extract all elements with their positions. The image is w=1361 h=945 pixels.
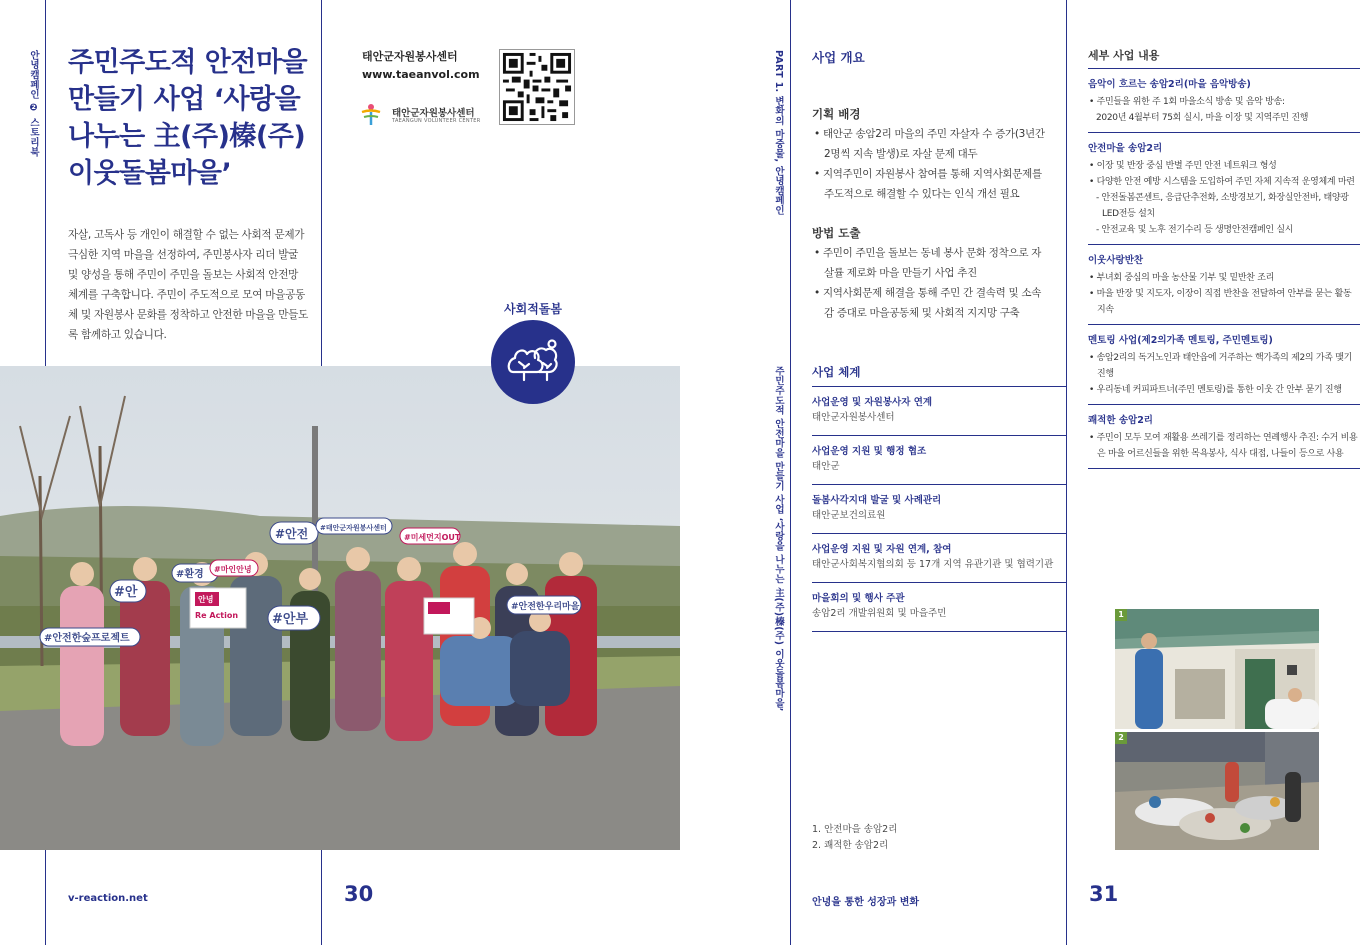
- sign-text-5: #마인안녕: [214, 565, 252, 574]
- detail-item: - 안전교육 및 노후 전기수리 등 생명안전캠페인 실시: [1096, 225, 1294, 235]
- sign-text-1: #안전: [275, 527, 309, 541]
- photo-badge-2: 2: [1115, 732, 1127, 744]
- method-title: 방법 도출: [812, 226, 861, 240]
- background-item: • 태안군 송암2리 마을의 주민 자살자 수 증가(3년간 2명씩 지속 발생)로 자살 문제 대두: [814, 128, 1045, 160]
- sign-text-7: #안전한숲프로젝트: [44, 633, 130, 644]
- sign-text-4: #환경: [176, 569, 204, 580]
- group-photo-image: [0, 366, 680, 850]
- photo-thumb-2: [1115, 732, 1319, 850]
- detail-item: • 주민이 모두 모여 재활용 쓰레기를 정리하는 연례행사 추진: 수거 비용은 마을 어르신들을 위한 목욕봉사, 식사 대접, 나들이 등으로 사용: [1089, 433, 1358, 459]
- overview-title: 사업 개요: [812, 50, 865, 65]
- column-rule: [1066, 0, 1067, 945]
- detail-block: 쾌적한 송암2리 • 주민이 모두 모여 재활용 쓰레기를 정리하는 연례행사 추진: 수거 비용은 마을 어르신들을 위한 목욕봉사, 식사 대접, 나들이 등으로 사용: [1088, 404, 1360, 469]
- detail-item: • 주민들을 위한 주 1회 마을소식 방송 및 음악 방송:: [1089, 97, 1285, 107]
- sign-text-8: #안부: [272, 612, 309, 627]
- photo-badge-1: 1: [1115, 609, 1127, 621]
- org-name: 태안군자원봉사센터: [362, 50, 458, 63]
- detail-item: • 부녀회 중심의 마을 농산물 기부 및 밑반찬 조리: [1089, 273, 1274, 283]
- system-item: 사업운영 및 자원봉사자 연계 태안군자원봉사센터: [812, 386, 1066, 435]
- detail-block: 안전마을 송암2리 • 이장 및 반장 중심 반별 주민 안전 네트워크 형성 • 다양한 안전 예방 시스템을 도입하여 주민 자체 지속적 운영체계 마련 - 안전돌봄콘센트, 응급단추전화, 소방경보기, 화장실안전바, 태양광LED전등 설치 - 안전교육 및 노후 전기수리 등 생명안전캠페인 실시: [1088, 132, 1360, 244]
- footer-section-title: 안녕을 통한 성장과 변화: [812, 897, 920, 908]
- sign-text-2: #태안군자원봉사센터: [320, 524, 387, 532]
- photo-thumb-1: [1115, 609, 1319, 729]
- org-logo: [360, 103, 490, 129]
- system-title: 사업 체계: [812, 365, 861, 379]
- volunteer-logo-icon: [360, 103, 382, 127]
- photo-caption-1: 1. 안전마을 송암2리: [812, 824, 898, 835]
- footer-url[interactable]: v-reaction.net: [68, 893, 148, 904]
- background-list: [812, 124, 1048, 204]
- sign-text-10: 안녕: [198, 595, 214, 604]
- system-item: 사업운영 지원 및 행정 협조 태안군: [812, 435, 1066, 484]
- detail-item: • 다양한 안전 예방 시스템을 도입하여 주민 자체 지속적 운영체계 마련: [1089, 177, 1355, 187]
- photo-caption-2: 2. 쾌적한 송암2리: [812, 840, 889, 851]
- photo-thumb-1-image: [1115, 609, 1319, 729]
- left-margin-rule-bottom: [45, 850, 46, 945]
- photo-thumb-2-image: [1115, 732, 1319, 850]
- page-number-right: 31: [1089, 882, 1119, 906]
- detail-item: 2020년 4월부터 75회 실시, 마을 이장 및 지역주민 진행: [1096, 113, 1309, 123]
- detail-item: • 마을 반장 및 지도자, 이장이 직접 반찬을 전달하여 안부를 묻는 활동 지속: [1089, 289, 1352, 315]
- qr-code-icon: [500, 50, 574, 124]
- tree-cloud-icon: [491, 320, 575, 404]
- center-rule: [321, 0, 322, 366]
- spine-title-label: 주민주도적 안전마을 만들기 사업 ‘사랑을 나누는 主(주)榛(주) 이웃돌봄마을’: [773, 366, 784, 712]
- detail-block: 음악이 흐르는 송암2리(마을 음악방송) • 주민들을 위한 주 1회 마을소식 방송 및 음악 방송: 2020년 4월부터 75회 실시, 마을 이장 및 지역주민 진행: [1088, 68, 1360, 132]
- logo-subtext: TAEANGUN VOLUNTEER CENTER: [392, 118, 481, 124]
- detail-item: • 송암2리의 독거노인과 태안읍에 거주하는 핵가족의 제2의 가족 맺기 진행: [1089, 353, 1352, 379]
- group-photo: [0, 366, 680, 850]
- category-label: 사회적돌봄: [504, 302, 562, 316]
- detail-block: 이웃사랑반찬 • 부녀회 중심의 마을 농산물 기부 및 밑반찬 조리 • 마을 반장 및 지도자, 이장이 직접 반찬을 전달하여 안부를 묻는 활동 지속: [1088, 244, 1360, 324]
- background-item: • 지역주민이 자원봉사 참여를 통해 지역사회문제를 주도적으로 해결할 수 있다는 인식 개선 필요: [814, 168, 1042, 200]
- sign-text-9: #안전한우리마을: [511, 602, 580, 612]
- side-label: 안녕캠페인 ❷ 스토리북: [28, 50, 39, 157]
- left-margin-rule: [45, 0, 46, 366]
- sign-text-11: Re Action: [195, 611, 239, 620]
- system-item: 돌봄사각지대 발굴 및 사례관리 태안군보건의료원: [812, 484, 1066, 533]
- detail-item: • 이장 및 반장 중심 반별 주민 안전 네트워크 형성: [1089, 161, 1277, 171]
- page-title: 주민주도적 안전마을 만들기 사업 ‘사랑을 나누는 主(주)榛(주) 이웃돌봄마을’: [68, 47, 308, 189]
- system-item: 사업운영 지원 및 자원 연계, 참여 태안군사회복지협의회 등 17개 지역 유관기관 및 협력기관: [812, 533, 1066, 582]
- page-number-left: 30: [344, 882, 374, 906]
- detail-item: - 안전돌봄콘센트, 응급단추전화, 소방경보기, 화장실안전바, 태양광LED전등 설치: [1096, 193, 1349, 219]
- logo-text: 태안군자원봉사센터: [392, 108, 475, 119]
- system-list: [812, 386, 1066, 632]
- method-item: • 주민이 주민을 돌보는 동네 봉사 문화 정착으로 자살률 제로화 마을 만들기 사업 추진: [814, 247, 1042, 279]
- detail-block: 멘토링 사업(제2의가족 멘토링, 주민멘토링) • 송암2리의 독거노인과 태안읍에 거주하는 핵가족의 제2의 가족 맺기 진행 • 우리동네 커피파트너(주민 멘토링)를 통한 이웃 간 안부 묻기 진행: [1088, 324, 1360, 404]
- detail-title: 세부 사업 내용: [1088, 49, 1160, 62]
- system-item: 마을회의 및 행사 주관 송암2리 개발위원회 및 마을주민: [812, 582, 1066, 632]
- spine-part-label: PART 1. 변화의 마중물, 안녕캠페인: [773, 50, 784, 215]
- method-list: [812, 243, 1048, 323]
- method-item: • 지역사회문제 해결을 통해 주민 간 결속력 및 소속감 증대로 마을공동체 및 사회적 지지망 구축: [814, 287, 1042, 319]
- center-rule-bottom: [321, 850, 322, 945]
- qr-code[interactable]: [499, 49, 575, 125]
- category-badge: [491, 320, 575, 404]
- sign-text-3: #미세먼지OUT: [404, 533, 461, 542]
- spine-rule: [790, 0, 791, 945]
- intro-paragraph: 자살, 고독사 등 개인이 해결할 수 없는 사회적 문제가 극심한 지역 마을을 선정하여, 주민봉사자 리더 발굴 및 양성을 통해 주민이 주민을 돌보는 사회적 안전망 체계를 구축합니다. 주민이 주도적으로 모여 마을공동체 및 자원봉사 문화를 정착하고 안전한 마을을 만들도록 함께하고 있습니다.: [68, 229, 309, 341]
- org-url[interactable]: www.taeanvol.com: [362, 68, 480, 81]
- background-title: 기획 배경: [812, 107, 861, 121]
- detail-item: • 우리동네 커피파트너(주민 멘토링)를 통한 이웃 간 안부 묻기 진행: [1089, 385, 1342, 395]
- sign-text-6: #안: [114, 585, 138, 600]
- detail-list: [1088, 68, 1360, 469]
